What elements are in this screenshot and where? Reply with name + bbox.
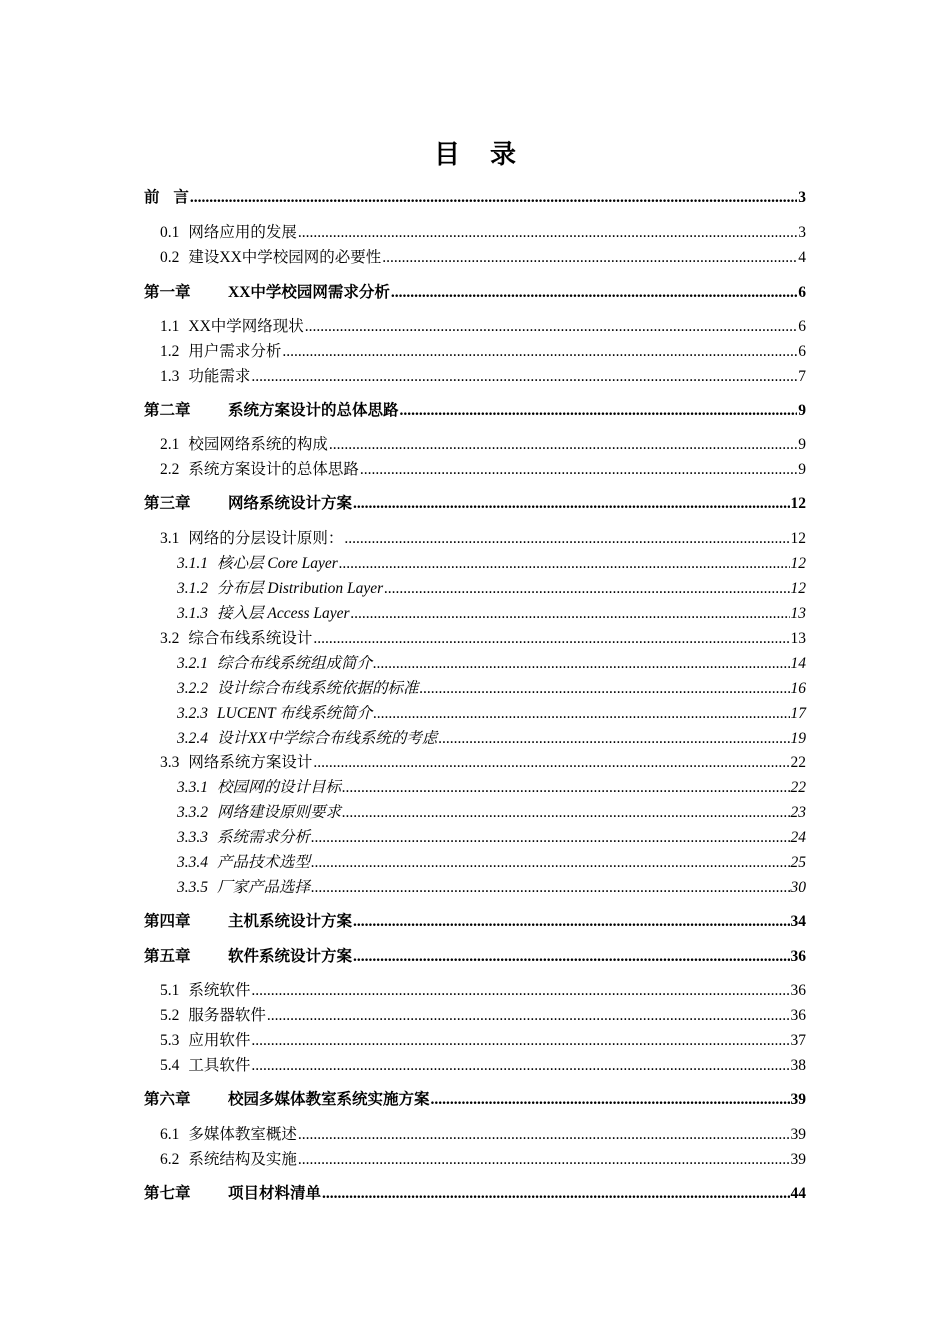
- toc-entry-number: 3.3.4: [177, 854, 208, 871]
- toc-entry-text: 校园网的设计目标: [217, 779, 342, 796]
- toc-entry-number: 1.2: [160, 343, 180, 360]
- toc-entry-label: [160, 529, 343, 549]
- toc-entry-label: [144, 188, 189, 208]
- toc-entry-text: 核心层 Core Layer: [217, 555, 338, 572]
- toc-chapter-entry[interactable]: [144, 397, 806, 421]
- toc-entry-number: 前 言: [144, 189, 189, 206]
- toc-subsection-entry[interactable]: [177, 824, 806, 848]
- toc-entry-label: [160, 317, 304, 337]
- toc-entry-text: 建设XX中学校园网的必要性: [188, 249, 382, 266]
- toc-entry-text: 网络应用的发展: [188, 224, 297, 241]
- toc-section-entry[interactable]: [160, 1121, 806, 1145]
- toc-entry-number: 3.2: [160, 630, 180, 647]
- toc-leader-dots: [251, 367, 797, 387]
- toc-leader-dots: [339, 554, 790, 574]
- toc-entry-label: [177, 604, 350, 624]
- toc-entry-number: 3.2.3: [177, 705, 208, 722]
- toc-leader-dots: [420, 679, 790, 699]
- toc-page-number: 13: [790, 605, 806, 622]
- toc-page-number: 17: [790, 705, 806, 722]
- toc-entry-text: 接入层 Access Layer: [217, 605, 350, 622]
- toc-entry-number: 5.2: [160, 1007, 180, 1024]
- toc-entry-text: 工具软件: [188, 1057, 251, 1074]
- toc-entry-number: 3.1.1: [177, 555, 208, 572]
- toc-leader-dots: [438, 729, 789, 749]
- toc-entry-number: 5.4: [160, 1057, 180, 1074]
- toc-entry-label: [144, 912, 352, 932]
- toc-entry-number: 第四章: [144, 913, 191, 930]
- toc-chapter-entry[interactable]: [144, 184, 806, 208]
- toc-page-number: 12: [790, 530, 806, 547]
- toc-section-entry[interactable]: [160, 338, 806, 362]
- toc-entry-label: [160, 1125, 297, 1145]
- toc-entry-text: 网络建设原则要求: [217, 804, 342, 821]
- toc-entry-text: 厂家产品选择: [217, 879, 311, 896]
- toc-page-number: 6: [798, 343, 806, 360]
- toc-entry-text: 设计XX中学综合布线系统的考虑: [217, 730, 438, 747]
- toc-page-number: 34: [790, 913, 806, 930]
- toc-chapter-entry[interactable]: [144, 1086, 806, 1110]
- toc-entry-text: XX中学网络现状: [188, 318, 304, 335]
- toc-entry-text: 系统方案设计的总体思路: [228, 402, 399, 419]
- toc-entry-label: [177, 554, 338, 574]
- toc-entry-label: [160, 435, 328, 455]
- toc-subsection-entry[interactable]: [177, 575, 806, 599]
- toc-entry-number: 5.1: [160, 982, 180, 999]
- toc-entry-label: [144, 494, 352, 514]
- toc-entry-text: 综合布线系统设计: [188, 630, 313, 647]
- toc-section-entry[interactable]: [160, 977, 806, 1001]
- toc-subsection-entry[interactable]: [177, 725, 806, 749]
- toc-leader-dots: [305, 317, 797, 337]
- toc-entry-text: 服务器软件: [188, 1007, 266, 1024]
- toc-subsection-entry[interactable]: [177, 650, 806, 674]
- toc-chapter-entry[interactable]: [144, 908, 806, 932]
- toc-entry-number: 3.2.2: [177, 680, 208, 697]
- toc-entry-number: 第二章: [144, 402, 191, 419]
- toc-entry-text: 综合布线系统组成简介: [217, 655, 373, 672]
- toc-section-entry[interactable]: [160, 625, 806, 649]
- toc-entry-label: [160, 223, 297, 243]
- toc-page-number: 16: [790, 680, 806, 697]
- toc-section-entry[interactable]: [160, 244, 806, 268]
- toc-entry-text: 网络的分层设计原则：: [188, 530, 344, 547]
- toc-leader-dots: [298, 1150, 790, 1170]
- toc-leader-dots: [329, 435, 797, 455]
- toc-leader-dots: [251, 981, 789, 1001]
- toc-entry-text: 网络系统设计方案: [228, 495, 353, 512]
- toc-subsection-entry[interactable]: [177, 874, 806, 898]
- toc-entry-label: [144, 401, 399, 421]
- toc-subsection-entry[interactable]: [177, 600, 806, 624]
- toc-leader-dots: [322, 1184, 789, 1204]
- toc-section-entry[interactable]: [160, 431, 806, 455]
- toc-entry-number: 3.3.3: [177, 829, 208, 846]
- toc-section-entry[interactable]: [160, 1052, 806, 1076]
- toc-entry-number: 第七章: [144, 1185, 191, 1202]
- toc-entry-label: [160, 342, 281, 362]
- toc-page-number: 14: [790, 655, 806, 672]
- toc-entry-number: 3.3.2: [177, 804, 208, 821]
- toc-entry-number: 3.3.5: [177, 879, 208, 896]
- toc-leader-dots: [373, 654, 789, 674]
- toc-entry-text: 校园网络系统的构成: [188, 436, 328, 453]
- toc-chapter-entry[interactable]: [144, 1180, 806, 1204]
- toc-leader-dots: [311, 853, 789, 873]
- toc-leader-dots: [267, 1006, 790, 1026]
- toc-entry-number: 0.1: [160, 224, 180, 241]
- toc-page-number: 23: [790, 804, 806, 821]
- toc-entry-text: LUCENT 布线系统简介: [217, 705, 373, 722]
- toc-page-number: 22: [790, 754, 806, 771]
- toc-leader-dots: [384, 579, 789, 599]
- toc-page-number: 38: [790, 1057, 806, 1074]
- toc-entry-label: [160, 1150, 297, 1170]
- toc-entry-number: 第三章: [144, 495, 191, 512]
- toc-leader-dots: [431, 1090, 790, 1110]
- toc-leader-dots: [344, 529, 789, 549]
- toc-entry-number: 6.2: [160, 1151, 180, 1168]
- toc-leader-dots: [313, 629, 789, 649]
- toc-entry-text: 项目材料清单: [228, 1185, 322, 1202]
- toc-entry-label: [177, 654, 372, 674]
- toc-entry-label: [177, 729, 437, 749]
- toc-entry-label: [160, 248, 381, 268]
- toc-leader-dots: [360, 460, 797, 480]
- toc-entry-text: 用户需求分析: [188, 343, 282, 360]
- toc-entry-label: [177, 579, 383, 599]
- toc-entry-number: 5.3: [160, 1032, 180, 1049]
- toc-leader-dots: [342, 803, 789, 823]
- toc-entry-number: 2.2: [160, 461, 180, 478]
- toc-entry-text: 软件系统设计方案: [228, 948, 353, 965]
- toc-entry-text: 设计综合布线系统依据的标准: [217, 680, 419, 697]
- toc-entry-label: [160, 1006, 266, 1026]
- toc-section-entry[interactable]: [160, 1002, 806, 1026]
- toc-chapter-entry[interactable]: [144, 490, 806, 514]
- toc-page-number: 39: [790, 1091, 806, 1108]
- toc-entry-text: 系统方案设计的总体思路: [188, 461, 359, 478]
- toc-leader-dots: [282, 342, 797, 362]
- toc-page-number: 3: [798, 224, 806, 241]
- toc-page-number: 39: [790, 1126, 806, 1143]
- toc-entry-label: [144, 947, 352, 967]
- toc-entry-text: 系统结构及实施: [188, 1151, 297, 1168]
- toc-entry-number: 第五章: [144, 948, 191, 965]
- toc-subsection-entry[interactable]: [177, 774, 806, 798]
- toc-subsection-entry[interactable]: [177, 675, 806, 699]
- toc-leader-dots: [351, 604, 790, 624]
- toc-entry-label: [144, 1090, 430, 1110]
- toc-page-number: 4: [798, 249, 806, 266]
- toc-entry-label: [177, 803, 341, 823]
- toc-subsection-entry[interactable]: [177, 700, 806, 724]
- toc-leader-dots: [353, 912, 789, 932]
- toc-page-number: 12: [790, 495, 806, 512]
- toc-leader-dots: [353, 947, 789, 967]
- toc-page-number: 24: [790, 829, 806, 846]
- toc-entry-number: 3.1: [160, 530, 180, 547]
- toc-page-number: 6: [798, 284, 806, 301]
- toc-entry-text: 功能需求: [188, 368, 251, 385]
- toc-entry-label: [160, 753, 312, 773]
- toc-entry-label: [177, 704, 372, 724]
- toc-leader-dots: [298, 1125, 790, 1145]
- toc-section-entry[interactable]: [160, 456, 806, 480]
- toc-title: [0, 134, 950, 171]
- toc-entry-label: [177, 679, 419, 699]
- toc-page-number: 36: [790, 1007, 806, 1024]
- toc-page-number: 44: [790, 1185, 806, 1202]
- toc-leader-dots: [298, 223, 797, 243]
- toc-leader-dots: [251, 1056, 789, 1076]
- toc-page-number: 9: [798, 402, 806, 419]
- toc-page-number: 36: [790, 982, 806, 999]
- toc-entry-number: 3.1.2: [177, 580, 208, 597]
- toc-page-number: 22: [790, 779, 806, 796]
- toc-title-char-1: 目: [433, 140, 460, 169]
- toc-entry-text: 应用软件: [188, 1032, 251, 1049]
- toc-subsection-entry[interactable]: [177, 550, 806, 574]
- toc-entry-number: 6.1: [160, 1126, 180, 1143]
- toc-page-number: 36: [790, 948, 806, 965]
- toc-entry-label: [144, 1184, 321, 1204]
- toc-entry-label: [144, 283, 390, 303]
- toc-page-number: 9: [798, 436, 806, 453]
- toc-entry-label: [160, 981, 250, 1001]
- toc-page-number: 3: [798, 189, 806, 206]
- toc-section-entry[interactable]: [160, 363, 806, 387]
- toc-section-entry[interactable]: [160, 219, 806, 243]
- toc-page-number: 30: [790, 879, 806, 896]
- toc-entry-text: 分布层 Distribution Layer: [217, 580, 384, 597]
- toc-entry-label: [177, 853, 310, 873]
- toc-leader-dots: [311, 878, 789, 898]
- toc-entry-text: 主机系统设计方案: [228, 913, 353, 930]
- toc-entry-text: 多媒体教室概述: [188, 1126, 297, 1143]
- toc-entry-text: 系统需求分析: [217, 829, 311, 846]
- toc-entry-label: [177, 828, 310, 848]
- toc-entry-number: 第六章: [144, 1091, 191, 1108]
- toc-chapter-entry[interactable]: [144, 943, 806, 967]
- toc-entry-text: XX中学校园网需求分析: [228, 284, 390, 301]
- toc-page-number: 13: [790, 630, 806, 647]
- toc-leader-dots: [391, 283, 797, 303]
- toc-entry-label: [160, 367, 250, 387]
- toc-leader-dots: [373, 704, 789, 724]
- toc-page-number: 19: [790, 730, 806, 747]
- toc-entry-number: 1.3: [160, 368, 180, 385]
- toc-entry-label: [177, 778, 341, 798]
- toc-entry-label: [160, 1056, 250, 1076]
- toc-page-number: 25: [790, 854, 806, 871]
- toc-entry-number: 2.1: [160, 436, 180, 453]
- toc-page-number: 39: [790, 1151, 806, 1168]
- toc-entry-label: [160, 460, 359, 480]
- toc-entry-number: 3.1.3: [177, 605, 208, 622]
- toc-leader-dots: [342, 778, 789, 798]
- toc-leader-dots: [382, 248, 797, 268]
- toc-entry-number: 3.2.1: [177, 655, 208, 672]
- toc-entry-number: 3.2.4: [177, 730, 208, 747]
- toc-entry-text: 产品技术选型: [217, 854, 311, 871]
- toc-entry-number: 第一章: [144, 284, 191, 301]
- toc-section-entry[interactable]: [160, 525, 806, 549]
- toc-section-entry[interactable]: [160, 1146, 806, 1170]
- toc-page-number: 9: [798, 461, 806, 478]
- toc-page-number: 12: [790, 555, 806, 572]
- toc-page-number: 7: [798, 368, 806, 385]
- toc-entry-text: 系统软件: [188, 982, 251, 999]
- toc-chapter-entry[interactable]: [144, 279, 806, 303]
- toc-leader-dots: [400, 401, 798, 421]
- toc-section-entry[interactable]: [160, 313, 806, 337]
- toc-entry-number: 3.3: [160, 754, 180, 771]
- toc-leader-dots: [251, 1031, 789, 1051]
- toc-section-entry[interactable]: [160, 749, 806, 773]
- toc-page-number: 6: [798, 318, 806, 335]
- toc-subsection-entry[interactable]: [177, 849, 806, 873]
- toc-page-number: 37: [790, 1032, 806, 1049]
- toc-section-entry[interactable]: [160, 1027, 806, 1051]
- toc-leader-dots: [311, 828, 789, 848]
- toc-entry-label: [160, 629, 312, 649]
- toc-entry-label: [160, 1031, 250, 1051]
- toc-leader-dots: [353, 494, 789, 514]
- toc-subsection-entry[interactable]: [177, 799, 806, 823]
- toc-title-char-2: 录: [490, 140, 517, 169]
- toc-entry-label: [177, 878, 310, 898]
- toc-entry-number: 1.1: [160, 318, 180, 335]
- toc-entry-text: 校园多媒体教室系统实施方案: [228, 1091, 430, 1108]
- toc-leader-dots: [313, 753, 789, 773]
- toc-entry-number: 3.3.1: [177, 779, 208, 796]
- toc-entry-text: 网络系统方案设计: [188, 754, 313, 771]
- toc-page-number: 12: [790, 580, 806, 597]
- toc-leader-dots: [190, 188, 797, 208]
- toc-entry-number: 0.2: [160, 249, 180, 266]
